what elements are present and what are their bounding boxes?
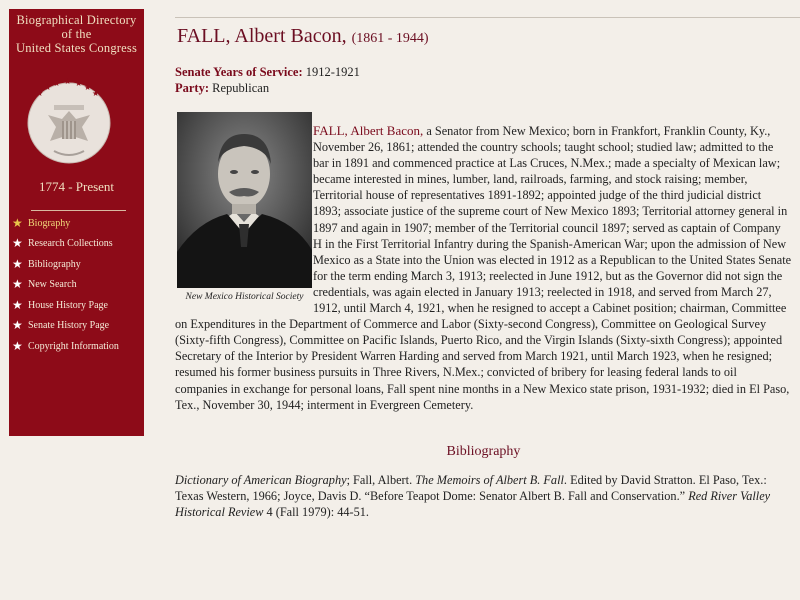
nav-item-bibliography[interactable] xyxy=(12,254,119,275)
star-icon: ★ xyxy=(12,215,23,230)
biography-name: FALL, Albert Bacon, xyxy=(313,123,424,138)
nav-item-label[interactable]: Research Collections xyxy=(28,238,113,250)
svg-text:★: ★ xyxy=(92,89,100,98)
nav-item-label[interactable]: Bibliography xyxy=(28,258,81,270)
member-name: FALL, Albert Bacon, xyxy=(177,25,347,47)
sidebar-nav xyxy=(12,213,119,357)
nav-item-label[interactable]: Copyright Information xyxy=(28,340,119,352)
biography-text xyxy=(175,123,792,413)
nav-item-label[interactable]: Biography xyxy=(28,217,71,229)
header-divider xyxy=(175,17,800,18)
star-icon: ★ xyxy=(12,297,23,312)
photo-credit: New Mexico Historical Society xyxy=(185,292,304,302)
page-title xyxy=(177,25,429,48)
member-dates: (1861 - 1944) xyxy=(351,31,429,46)
party-label: Party: xyxy=(175,81,210,95)
sidebar-divider xyxy=(31,210,126,211)
bib-text: ; Fall, Albert. xyxy=(346,473,416,487)
nav-item-label[interactable]: House History Page xyxy=(28,299,108,311)
service-info xyxy=(175,64,360,96)
congress-seal-icon xyxy=(24,71,114,167)
bibliography-heading: Bibliography xyxy=(446,444,521,459)
bib-text: . Edited by David Stratton. El Paso, Tex.: Texas Western, 1966; Joyce, Davis D. “Before Teapot Dome: Senator Albert B. Fall and Conservation.” xyxy=(175,473,767,504)
bib-title: Dictionary of American Biography xyxy=(175,473,347,487)
star-icon: ★ xyxy=(12,256,23,271)
nav-item-house-history[interactable] xyxy=(12,295,119,316)
star-icon: ★ xyxy=(12,318,23,333)
nav-item-label[interactable]: New Search xyxy=(28,279,77,291)
nav-item-research-collections[interactable] xyxy=(12,234,119,255)
svg-text:★: ★ xyxy=(75,79,83,88)
biography-body: a Senator from New Mexico; born in Frankfort, Franklin County, Ky., November 26, 1861; attended the country schools; taught school; studied law; admitted to the bar in 1891 and commenced practice at Las Cruces, N.Mex.; made a specialty of Mexican law; became interested in mines, lumber, land, railroads, farming, and stock raising; member, Territorial house of representatives 1891-1892; appointed judge of the third judicial district 1893; associate justice of the supreme court of New Mexico 1893; Territorial attorney general in 1897 and again in 1907; member of the Territorial council 1897; served as captain of Company H in the First Territorial Infantry during the Spanish-American War; upon the admission of New Mexico as a State into the Union was elected in 1912 as a Republican to the United States Senate for the term ending March 3, 1913; reelected in June 1912, but as the Governor did not sign the credentials, was again elected in January 1913; reelected in 1918, and served from March 27, 1912, until March 4, 1921, when he resigned to accept a Cabinet position; chairman, Committee on Expenditures in the Department of Commerce and Labor (Sixty-second Congress), Committee on Geological Survey (Sixty-fifth Congress), Committee on Pacific Islands, Puerto Rico, and the Virgin Islands (Sixty-sixth Congress); appointed Secretary of the Interior by President Warren Harding and served from March 1921, until March 1923, when he resigned; resumed his former business pursuits in Three Rivers, N.Mex.; convicted of bribery for leasing federal lands to oil companies in exchange for personal loans, Fall spent nine months in a New Mexico state prison, 1931-1932; died in El Paso, Tex., November 30, 1944; interment in Evergreen Cemetery. xyxy=(175,124,792,412)
party-value: Republican xyxy=(212,81,270,95)
senate-years-label: Senate Years of Service: xyxy=(175,65,303,79)
bib-title: Red River Valley Historical Review xyxy=(175,489,771,520)
nav-item-senate-history[interactable] xyxy=(12,316,119,337)
star-icon: ★ xyxy=(12,338,23,353)
sidebar-title-line: Biographical Directory xyxy=(16,13,137,27)
star-icon: ★ xyxy=(12,236,23,251)
svg-text:★: ★ xyxy=(36,89,44,98)
svg-text:★: ★ xyxy=(53,79,61,88)
photo-spacer xyxy=(175,123,313,312)
nav-item-copyright[interactable] xyxy=(12,336,119,357)
sidebar-title xyxy=(9,9,144,55)
bib-title: The Memoirs of Albert B. Fall xyxy=(415,473,564,487)
sidebar-title-line: United States Congress xyxy=(15,41,138,55)
senate-years-value: 1912-1921 xyxy=(305,65,360,79)
svg-text:★: ★ xyxy=(84,83,92,92)
nav-item-label[interactable]: Senate History Page xyxy=(28,320,110,332)
sidebar-title-line: of the xyxy=(61,27,92,41)
nav-item-biography[interactable] xyxy=(12,213,119,234)
bibliography-text xyxy=(175,472,792,521)
svg-text:★: ★ xyxy=(44,83,52,92)
sidebar xyxy=(9,9,144,436)
nav-item-new-search[interactable] xyxy=(12,275,119,296)
star-icon: ★ xyxy=(12,277,23,292)
svg-text:★: ★ xyxy=(64,77,72,86)
sidebar-years: 1774 - Present xyxy=(38,179,115,194)
bib-text: 4 (Fall 1979): 44-51. xyxy=(263,505,369,520)
